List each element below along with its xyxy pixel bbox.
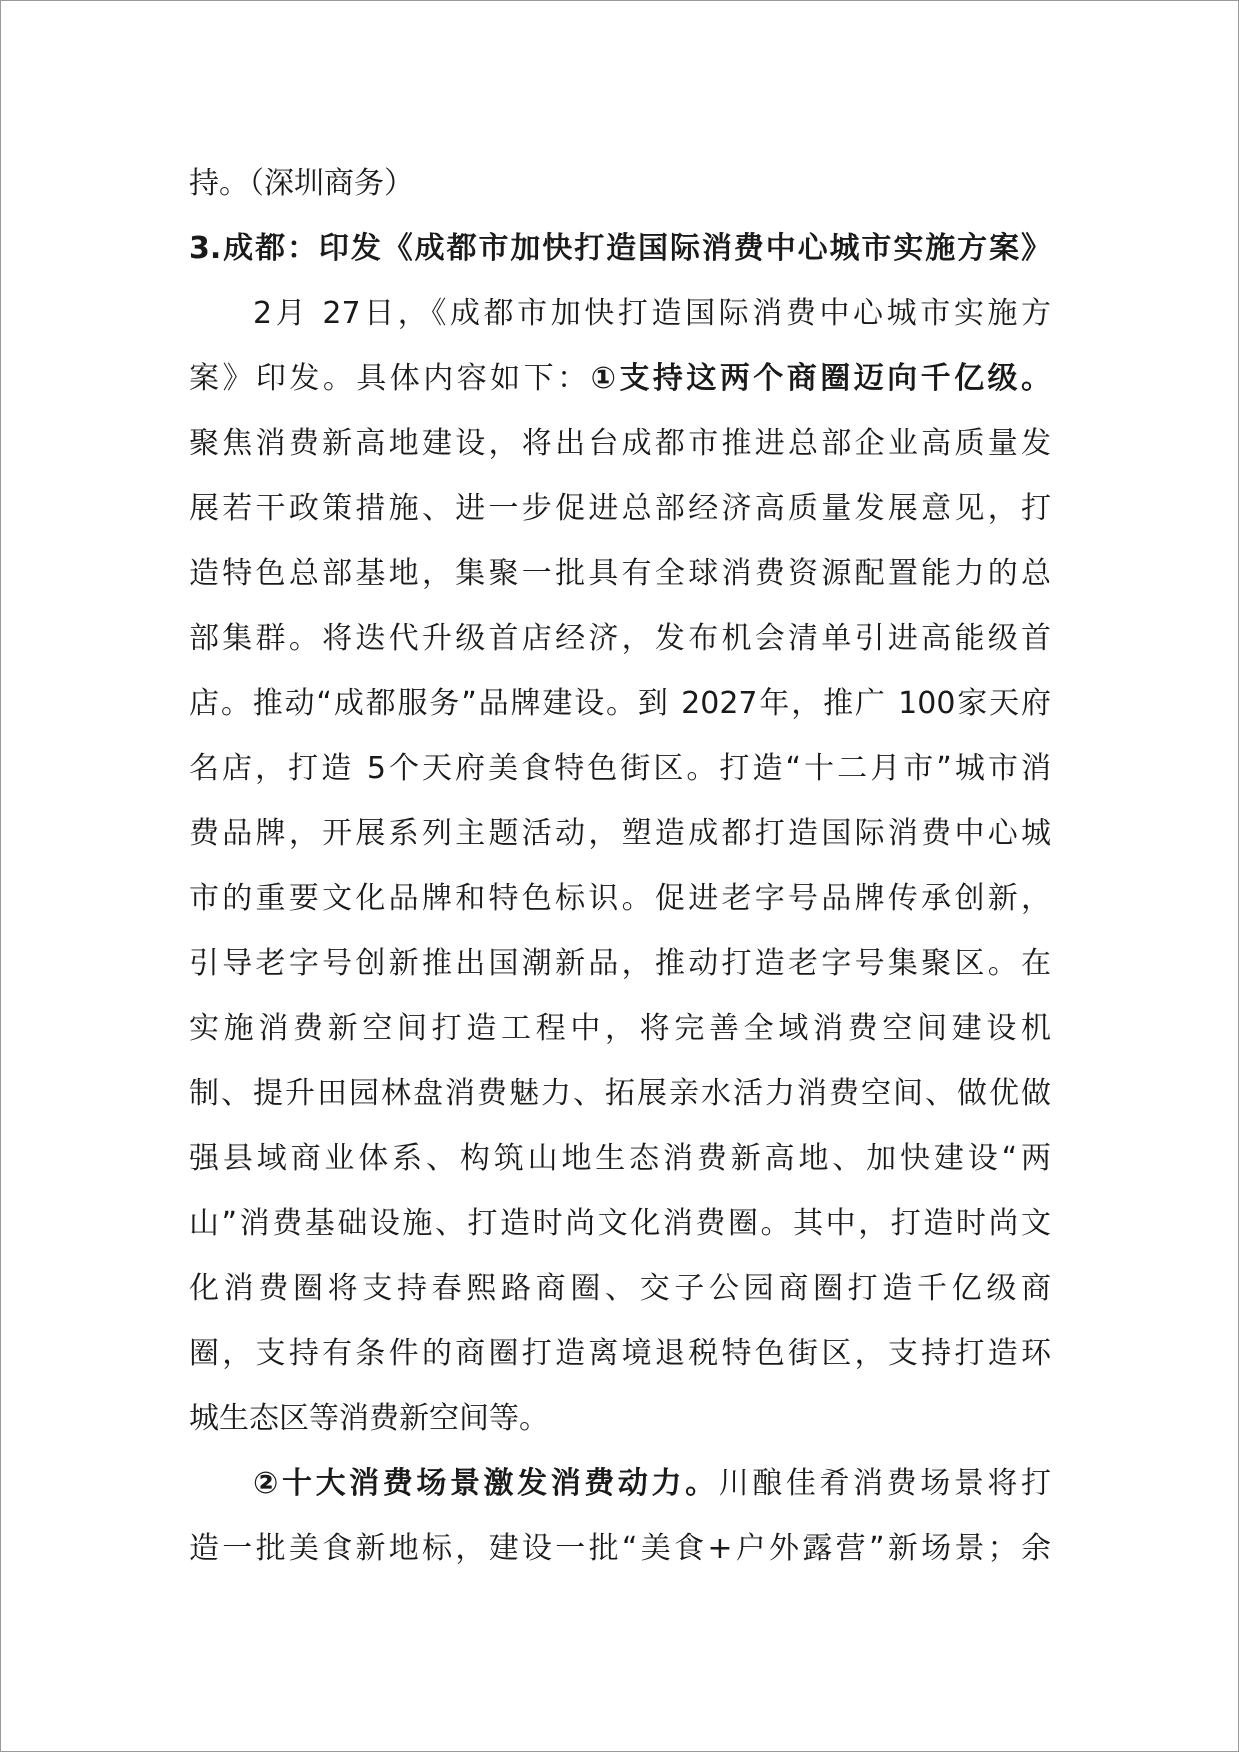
line-text: 化消费圈将支持春熙路商圈、交子公园商圈打造千亿级商 [189, 1271, 1051, 1306]
text-line [189, 151, 1051, 216]
text-line [189, 1516, 1051, 1581]
line-text: 造一批美食新地标，建设一批“美食+户外露营”新场景；余 [189, 1531, 1051, 1566]
bold-point-heading: ①支持这两个商圈迈向千亿级。 [590, 361, 1051, 396]
line-text: 引导老字号创新推出国潮新品，推动打造老字号集聚区。在 [189, 946, 1051, 981]
line-text: 城生态区等消费新空间等。 [189, 1401, 549, 1436]
line-text: 案》印发。具体内容如下： [189, 361, 591, 396]
line-text: 费品牌，开展系列主题活动，塑造成都打造国际消费中心城 [189, 816, 1051, 851]
line-text: 名店，打造 5个天府美食特色街区。打造“十二月市”城市消 [189, 751, 1051, 786]
line-text: 制、提升田园林盘消费魅力、拓展亲水活力消费空间、做优做 [189, 1076, 1051, 1111]
line-text: 2月 27日，《成都市加快打造国际消费中心城市实施方 [253, 296, 1051, 331]
line-text: 市的重要文化品牌和特色标识。促进老字号品牌传承创新， [189, 881, 1051, 916]
text-line [189, 476, 1051, 541]
paragraph-first-line [189, 1451, 1051, 1516]
text-line [189, 541, 1051, 606]
line-text: 持。（深圳商务） [189, 166, 414, 201]
text-line [189, 1321, 1051, 1386]
text-line [189, 801, 1051, 866]
text-line [189, 1126, 1051, 1191]
line-text: 造特色总部基地，集聚一批具有全球消费资源配置能力的总 [189, 556, 1051, 591]
paragraph-first-line [189, 281, 1051, 346]
text-line [189, 606, 1051, 671]
line-text: 山”消费基础设施、打造时尚文化消费圈。其中，打造时尚文 [189, 1206, 1051, 1241]
text-line [189, 411, 1051, 476]
line-text: 聚焦消费新高地建设，将出台成都市推进总部企业高质量发 [189, 426, 1051, 461]
text-line [189, 996, 1051, 1061]
text-line [189, 736, 1051, 801]
document-body [189, 151, 1051, 1581]
text-line [189, 931, 1051, 996]
line-text: 圈，支持有条件的商圈打造离境退税特色街区，支持打造环 [189, 1336, 1051, 1371]
paragraph-last-line [189, 1386, 1051, 1451]
text-line [189, 1256, 1051, 1321]
line-text: 店。推动“成都服务”品牌建设。到 2027年，推广 100家天府 [189, 686, 1051, 721]
section-heading [189, 216, 1051, 281]
text-line [189, 671, 1051, 736]
line-text: 展若干政策措施、进一步促进总部经济高质量发展意见，打 [189, 491, 1051, 526]
line-text: 强县域商业体系、构筑山地生态消费新高地、加快建设“两 [189, 1141, 1051, 1176]
line-text: 川酿佳肴消费场景将打 [718, 1466, 1051, 1501]
text-line [189, 1191, 1051, 1256]
bold-point-heading: ②十大消费场景激发消费动力。 [253, 1466, 719, 1501]
line-text: 实施消费新空间打造工程中，将完善全域消费空间建设机 [189, 1011, 1051, 1046]
text-line [189, 346, 1051, 411]
heading-text: 3.成都：印发《成都市加快打造国际消费中心城市实施方案》 [189, 231, 1051, 266]
text-line [189, 1061, 1051, 1126]
line-text: 部集群。将迭代升级首店经济，发布机会清单引进高能级首 [189, 621, 1051, 656]
text-line [189, 866, 1051, 931]
